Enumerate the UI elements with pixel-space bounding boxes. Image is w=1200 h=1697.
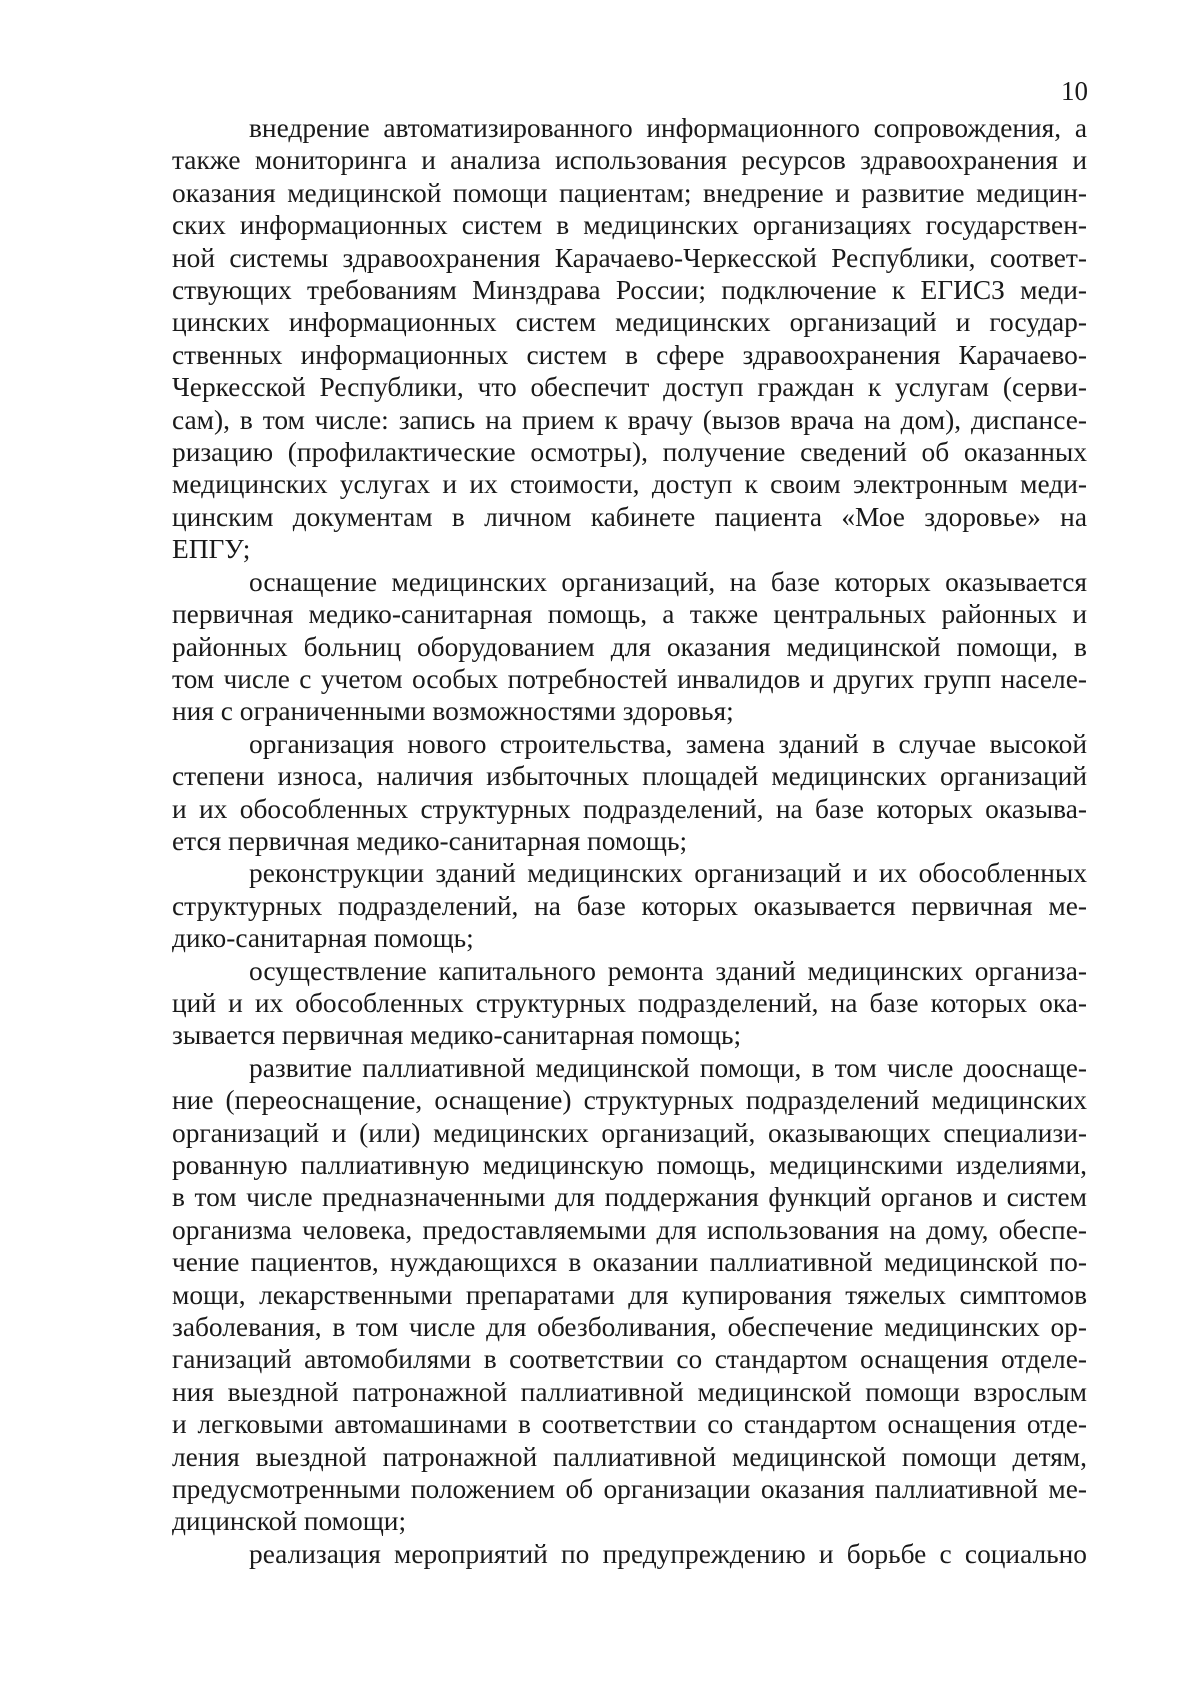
text-line: ризацию (профилактические осмотры), получение сведений об оказанных bbox=[172, 437, 1087, 468]
paragraph bbox=[172, 1052, 1087, 1538]
text-line: и их обособленных структурных подразделений, на базе которых оказыва- bbox=[172, 793, 1087, 824]
text-line: организма человека, предоставляемыми для использования на дому, обеспе- bbox=[172, 1214, 1087, 1245]
text-line: ций и их обособленных структурных подразделений, на базе которых ока- bbox=[172, 987, 1087, 1018]
text-line: дицинской помощи; bbox=[172, 1506, 407, 1537]
text-line: реконструкции зданий медицинских организаций и их обособленных bbox=[249, 858, 1087, 889]
text-line: мощи, лекарственными препаратами для купирования тяжелых симптомов bbox=[172, 1279, 1087, 1310]
text-line: ной системы здравоохранения Карачаево-Черкесской Республики, соответ- bbox=[172, 242, 1087, 273]
text-line: ских информационных систем в медицинских организациях государствен- bbox=[172, 210, 1087, 241]
text-line: осуществление капитального ремонта зданий медицинских организа- bbox=[249, 955, 1087, 986]
text-line: том числе с учетом особых потребностей инвалидов и других групп населе- bbox=[172, 663, 1087, 694]
text-line: дико-санитарная помощь; bbox=[172, 923, 474, 954]
text-line: и легковыми автомашинами в соответствии со стандартом оснащения отде- bbox=[172, 1409, 1087, 1440]
paragraph bbox=[172, 728, 1087, 858]
text-line: оснащение медицинских организаций, на базе которых оказывается bbox=[249, 566, 1087, 597]
page-number: 10 bbox=[1061, 76, 1088, 106]
text-line: предусмотренными положением об организации оказания паллиативной ме- bbox=[172, 1474, 1087, 1505]
text-line: сам), в том числе: запись на прием к врачу (вызов врача на дом), диспансе- bbox=[172, 404, 1087, 435]
text-line: цинским документам в личном кабинете пациента «Мое здоровье» на bbox=[172, 501, 1087, 532]
text-line: также мониторинга и анализа использования ресурсов здравоохранения и bbox=[172, 145, 1087, 176]
text-line: ния с ограниченными возможностями здоровья; bbox=[172, 696, 734, 727]
paragraph bbox=[172, 955, 1087, 1052]
text-line: чение пациентов, нуждающихся в оказании паллиативной медицинской по- bbox=[172, 1247, 1087, 1278]
text-line: развитие паллиативной медицинской помощи, в том числе дооснаще- bbox=[249, 1052, 1087, 1083]
paragraph bbox=[172, 112, 1087, 566]
text-line: цинских информационных систем медицинских организаций и государ- bbox=[172, 307, 1087, 338]
text-line: степени износа, наличия избыточных площадей медицинских организаций bbox=[172, 761, 1087, 792]
text-line: ется первичная медико-санитарная помощь; bbox=[172, 825, 688, 856]
paragraph bbox=[172, 566, 1087, 728]
text-line: в том числе предназначенными для поддержания функций органов и систем bbox=[172, 1182, 1087, 1213]
text-line: ния выездной патронажной паллиативной медицинской помощи взрослым bbox=[172, 1376, 1087, 1407]
text-line: структурных подразделений, на базе которых оказывается первичная ме- bbox=[172, 890, 1087, 921]
text-line: организаций и (или) медицинских организаций, оказывающих специализи- bbox=[172, 1117, 1087, 1148]
text-line: ЕПГУ; bbox=[172, 534, 251, 565]
text-line: оказания медицинской помощи пациентам; внедрение и развитие медицин- bbox=[172, 177, 1087, 208]
text-line: медицинских услугах и их стоимости, доступ к своим электронным меди- bbox=[172, 469, 1087, 500]
text-line: районных больниц оборудованием для оказания медицинской помощи, в bbox=[172, 631, 1087, 662]
text-line: организация нового строительства, замена зданий в случае высокой bbox=[249, 728, 1087, 759]
text-line: ствующих требованиям Минздрава России; подключение к ЕГИСЗ меди- bbox=[172, 275, 1087, 306]
text-line: ние (переоснащение, оснащение) структурных подразделений медицинских bbox=[172, 1085, 1087, 1116]
text-line: внедрение автоматизированного информационного сопровождения, а bbox=[249, 113, 1087, 143]
text-line: реализация мероприятий по предупреждению и борьбе с социально bbox=[249, 1538, 1087, 1569]
paragraph bbox=[172, 1538, 1087, 1570]
text-line: ления выездной патронажной паллиативной медицинской помощи детям, bbox=[172, 1441, 1087, 1472]
body-text bbox=[172, 112, 1087, 1570]
paragraph bbox=[172, 857, 1087, 954]
text-line: Черкесской Республики, что обеспечит доступ граждан к услугам (серви- bbox=[172, 372, 1087, 403]
text-line: первичная медико-санитарная помощь, а также центральных районных и bbox=[172, 599, 1087, 630]
text-line: зывается первичная медико-санитарная помощь; bbox=[172, 1020, 742, 1051]
text-line: заболевания, в том числе для обезболивания, обеспечение медицинских ор- bbox=[172, 1312, 1087, 1343]
text-line: ственных информационных систем в сфере здравоохранения Карачаево- bbox=[172, 339, 1087, 370]
text-line: рованную паллиативную медицинскую помощь, медицинскими изделиями, bbox=[172, 1150, 1087, 1180]
text-line: ганизаций автомобилями в соответствии со стандартом оснащения отделе- bbox=[172, 1344, 1087, 1375]
